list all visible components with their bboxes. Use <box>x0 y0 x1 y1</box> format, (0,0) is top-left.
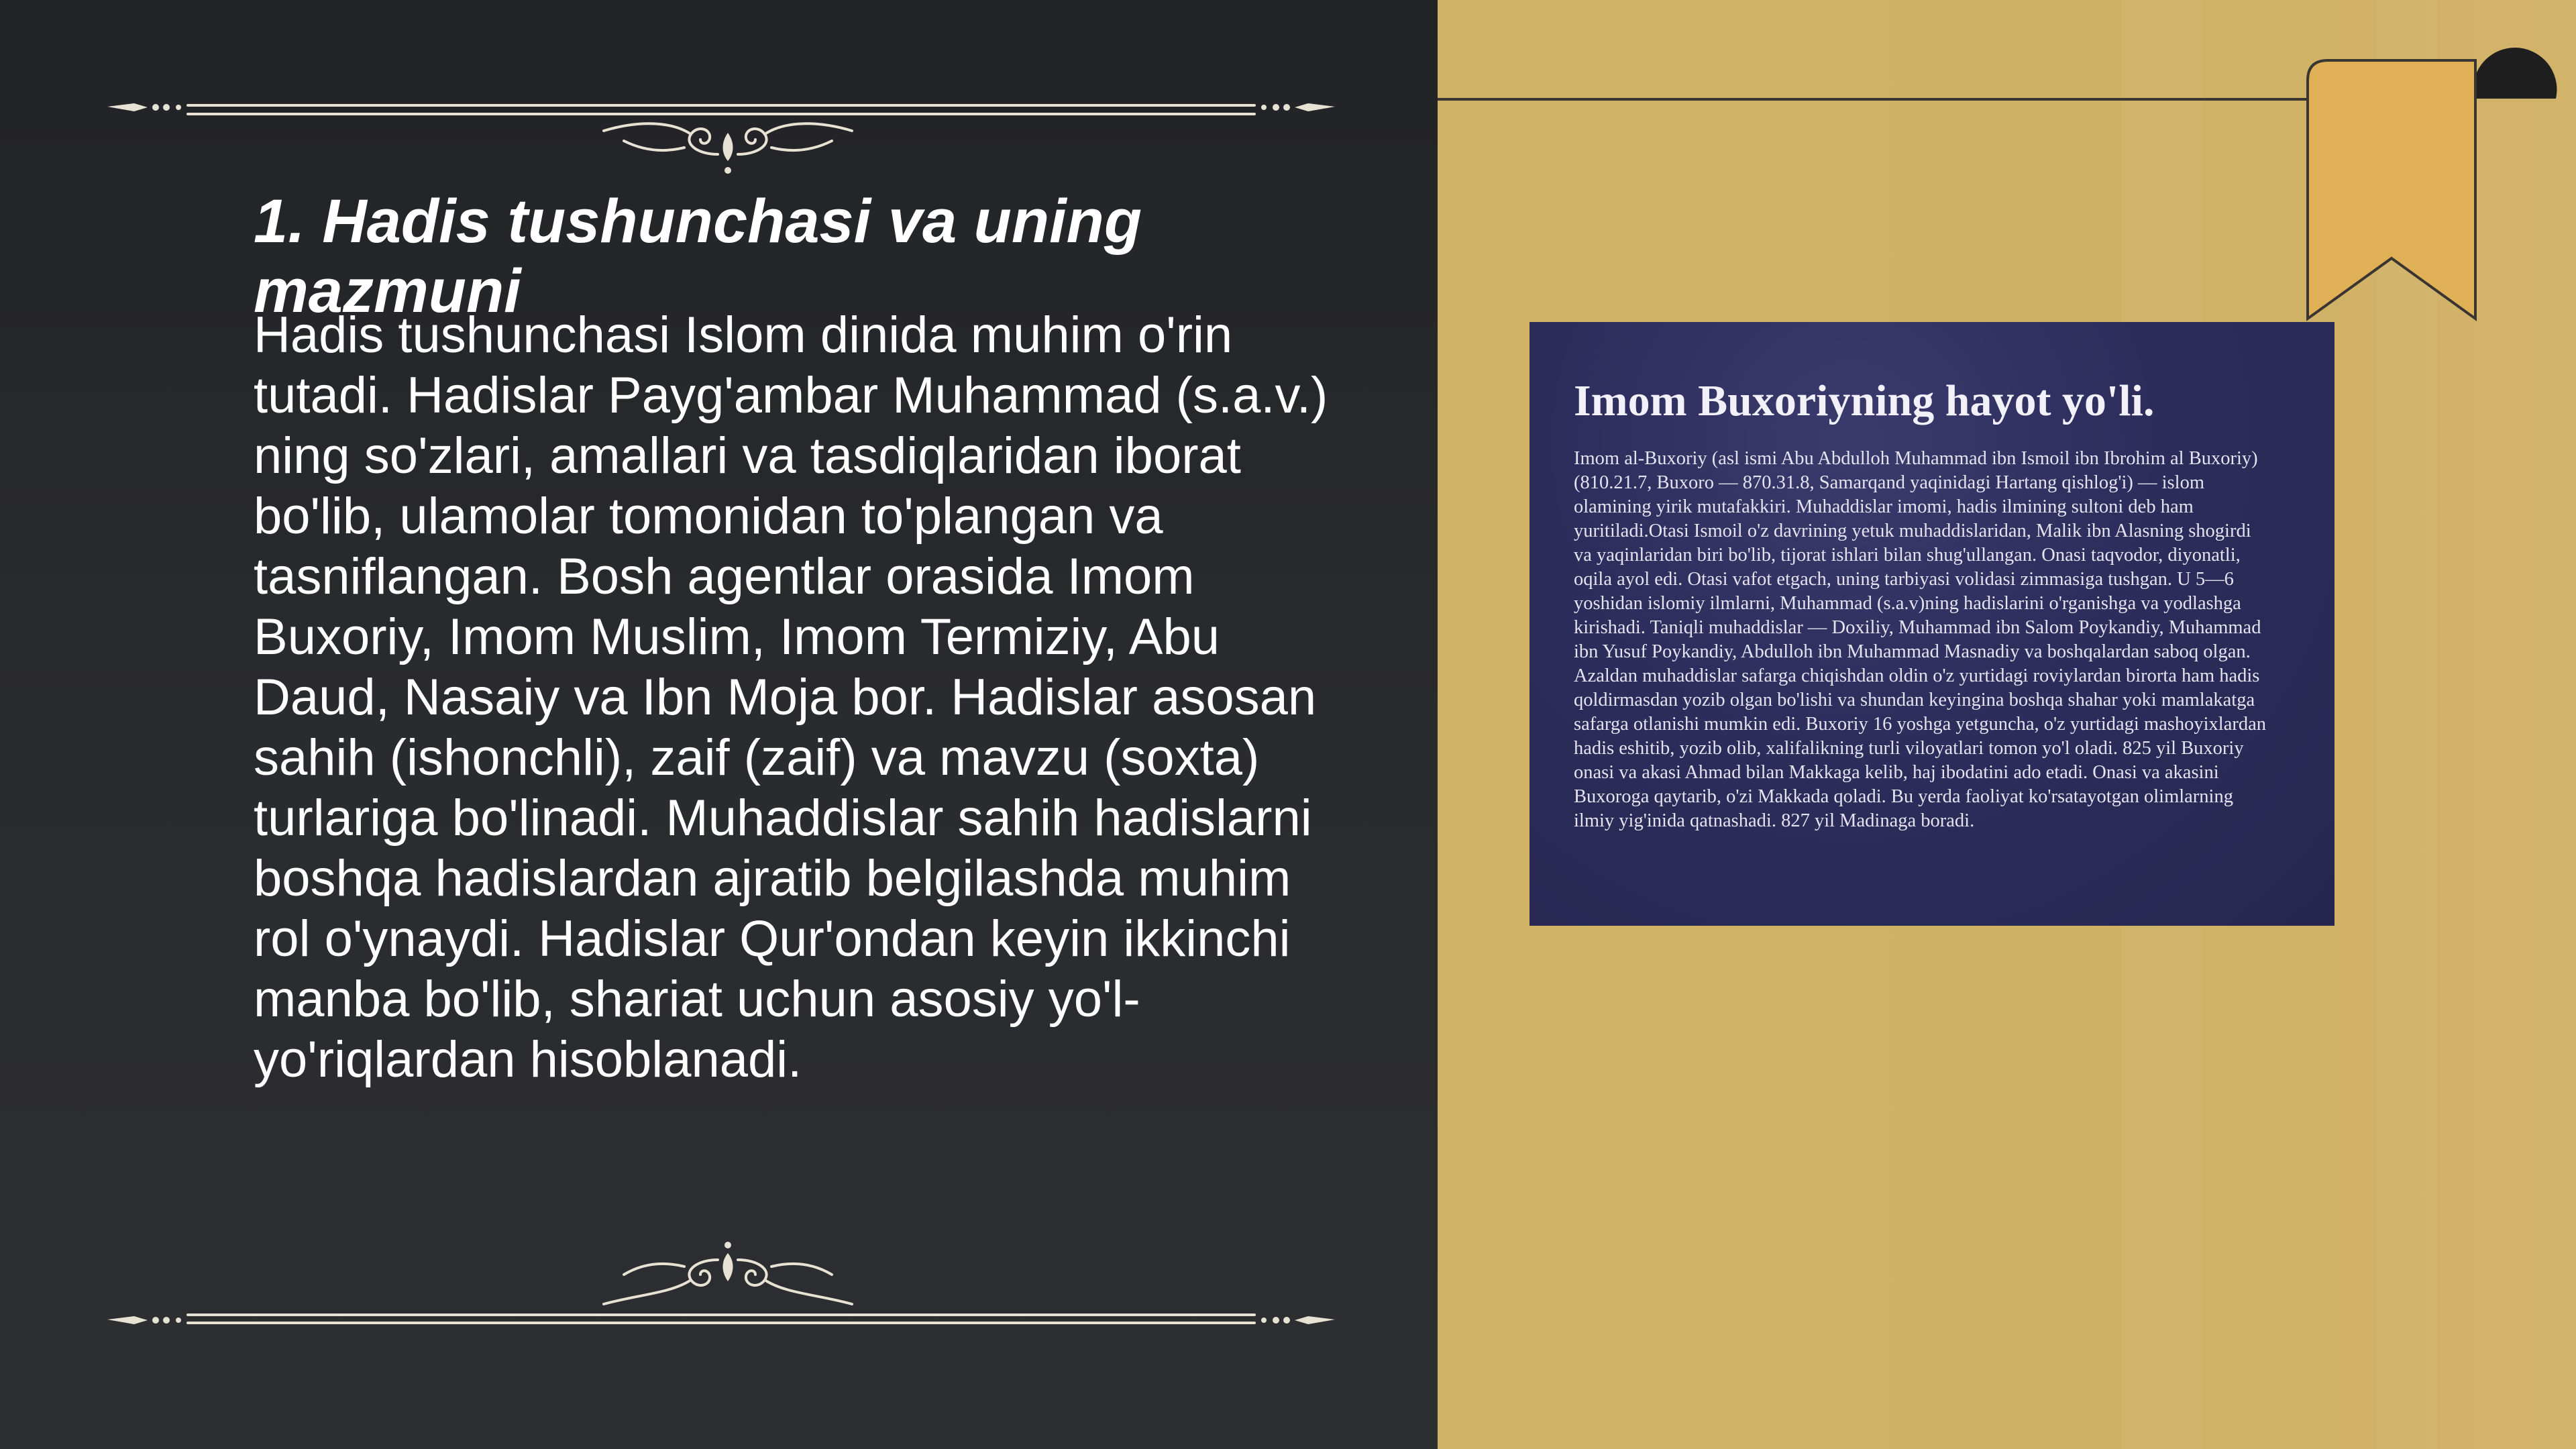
flourish-divider-icon <box>107 1240 1335 1334</box>
image-card-buxoriy <box>1529 322 2334 926</box>
slide-title: 1. Hadis tushunchasi va uning mazmuni <box>254 187 1142 325</box>
slide-body-text: Hadis tushunchasi Islom dinida muhim o'rin tutadi. Hadislar Payg'ambar Muhammad (s.a.v.) ning so'zlari, amallari va tasdiqlaridan iborat bo'lib, ulamolar tomonidan to'plangan va tasniflangan. Bosh agentlar orasida Imom Buxoriy, Imom Muslim, Imom Termiziy, Abu Daud, Nasaiy va Ibn Moja bor. Hadislar asosan sahih (ishonchli), zaif (zaif) va mavzu (soxta) turlariga bo'linadi. Muhaddislar sahih hadislarni boshqa hadislardan ajratib belgilashda muhim rol o'ynaydi. Hadislar Qur'ondan keyin ikkinchi manba bo'lib, shariat uchun asosiy yo'l-yo'riqlardan hisoblanadi. <box>254 307 1328 1088</box>
bottom-ornament-divider <box>107 1240 1335 1334</box>
top-ornament-divider <box>107 80 1335 174</box>
bookmark-ribbon-icon <box>2308 57 2556 325</box>
flourish-divider-icon <box>107 80 1335 174</box>
decorative-line <box>1438 98 2316 101</box>
image-title: Imom Buxoriyning hayot yo'li. <box>1574 376 2155 425</box>
image-text: Imom al-Buxoriy (asl ismi Abu Abdulloh Muhammad ibn Ismoil ibn Ibrohim al Buxoriy) (810.21.7, Buxoro — 870.31.8, Samarqand yaqinidagi Hartang qishlog'i) — islom olamining yirik mutafakkiri. Muhaddislar imomi, hadis ilmining sultoni deb ham yuritiladi.Otasi Ismoil o'z davrining yetuk muhaddislaridan, Malik ibn Alasning shogirdi va yaqinlaridan biri bo'lib, tijorat ishlari bilan shug'ullangan. Onasi taqvodor, diyonatli, oqila ayol edi. Otasi vafot etgach, uning tarbiyasi volidasi zimmasiga tushgan. U 5—6 yoshidan islomiy ilmlarni, Muhammad (s.a.v)ning hadislarini o'rganishga va yodlashga kirishadi. Taniqli muhaddislar — Doxiliy, Muhammad ibn Salom Poykandiy, Muhammad ibn Yusuf Poykandiy, Abdulloh ibn Muhammad Masnadiy va boshqalardan saboq olgan. Azaldan muhaddislar safarga chiqishdan oldin o'z yurtidagi roviylardan birorta ham hadis qoldirmasdan yozib olgan bo'lishi va shundan keyingina boshqa shahar yoki mamlakatga safarga otlanishi mumkin edi. Buxoriy 16 yoshga yetguncha, o'z yurtidagi mashoyixlardan hadis eshitib, yozib olib, xalifalikning turli viloyatlari tomon yo'l oladi. 825 yil Buxoriy onasi va akasi Ahmad bilan Makkaga kelib, haj ibodatini ado etadi. Onasi va akasini Buxoroga qaytarib, o'zi Makkada qoladi. Bu yerda faoliyat ko'rsatayotgan olimlarning ilmiy yig'inida qatnashadi. 827 yil Madinaga boradi. <box>1574 448 2266 831</box>
